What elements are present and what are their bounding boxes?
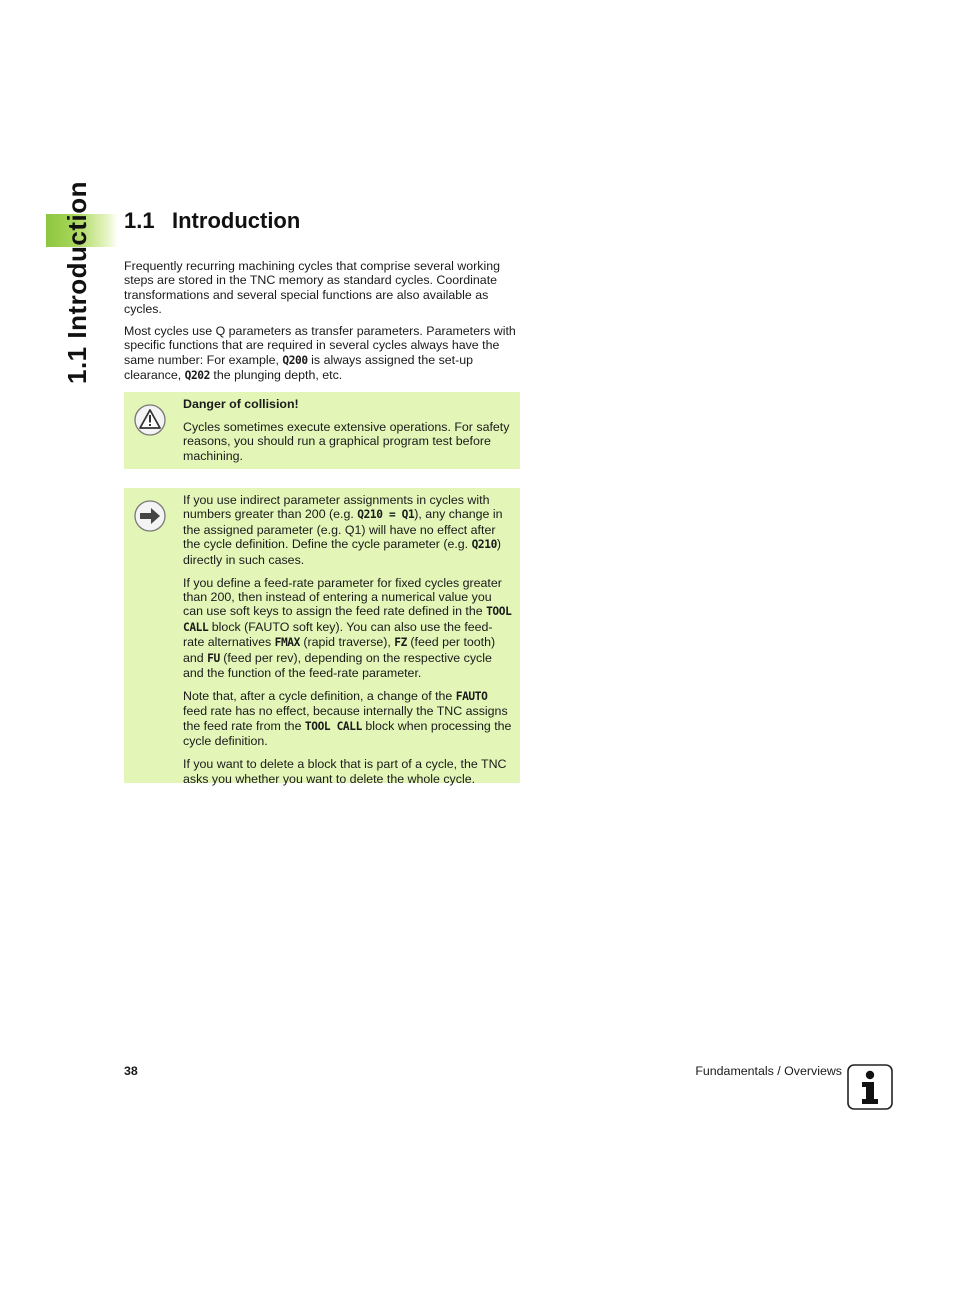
code-q202: Q202 (184, 369, 210, 383)
side-section-label: 1.1 Introduction (62, 181, 92, 384)
warning-text: Cycles sometimes execute extensive operations. For safety reasons, you should run a graphical program test before machining. (183, 420, 510, 463)
code-q200: Q200 (282, 353, 308, 367)
warning-heading: Danger of collision! (183, 397, 299, 411)
tip-paragraph-4: If you want to delete a block that is part of a cycle, the TNC asks you whether you want to delete the whole cycle. (183, 757, 507, 786)
intro-paragraph-2: Most cycles use Q parameters as transfer parameters. Parameters with specific functions that are required in several cycles always have the same number: For example, Q200 is always assigned the set-up clearance, Q202 the plunging depth, etc. (124, 324, 516, 383)
page-title (124, 208, 300, 234)
warning-note (124, 392, 520, 469)
tip-paragraph-1: If you use indirect parameter assignments in cycles with numbers greater than 200 (e.g. Q210 = Q1), any change in the assigned parameter (e.g. Q1) will have no effect after the cycle definition. Define the cycle parameter (e.g. Q210) directly in such cases. (183, 493, 503, 567)
page-number: 38 (124, 1064, 138, 1078)
tip-note (124, 488, 520, 786)
section-title: Introduction (172, 208, 301, 233)
section-number: 1.1 (124, 208, 155, 233)
warning-triangle-icon (134, 404, 166, 436)
tip-paragraph-2: If you define a feed-rate parameter for fixed cycles greater than 200, then instead of entering a numerical value you can use soft keys to assign the feed rate defined in the TOOL CALL block (FAUTO soft key). You can also use the feed-rate alternatives FMAX (rapid traverse), FZ (feed per tooth) and FU (feed per rev), depending on the respective cycle and the function of the feed-rate parameter. (183, 575, 512, 681)
tip-paragraph-3: Note that, after a cycle definition, a change of the FAUTO feed rate has no effect, because internally the TNC assigns the feed rate from the TOOL CALL block when processing the cycle definition. (183, 689, 512, 749)
info-icon (847, 1064, 893, 1110)
arrow-right-icon (134, 500, 166, 532)
intro-paragraph-1: Frequently recurring machining cycles that comprise several working steps are stored in the TNC memory as standard cycles. Coordinate transformations and several special functions are also available as cycles. (124, 259, 501, 317)
chapter-title: Fundamentals / Overviews (695, 1064, 842, 1078)
